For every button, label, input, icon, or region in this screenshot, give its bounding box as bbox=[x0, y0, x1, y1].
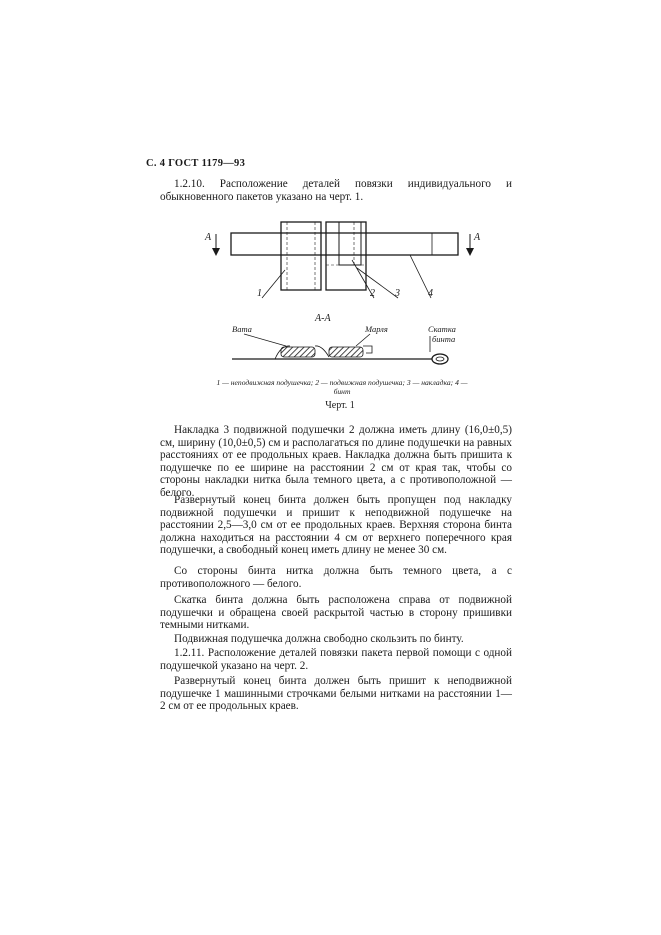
label-skatka: Скатка bbox=[428, 324, 456, 334]
paragraph-konec: Развернутый конец бинта должен быть пропущен под накладку подвижной подушечки и пришит к неподвижной подушечке на расстоянии 2,5—3,0 см от ее продольных краев. Верхняя сторона бинта должна находиться на расстоянии 4 см от верхнего поперечного края подушечки, а свободный конец иметь длину не менее 30 см. bbox=[160, 494, 512, 557]
bandage-strip bbox=[231, 233, 458, 255]
label-binta: бинта bbox=[432, 334, 456, 344]
label-marlya: Марля bbox=[365, 324, 388, 334]
movable-pad bbox=[326, 222, 366, 290]
section-movable-pad bbox=[329, 347, 363, 357]
paragraph-storony: Со стороны бинта нитка должна быть темного цвета, а с противоположного — белого. bbox=[160, 565, 512, 590]
paragraph-prishit: Развернутый конец бинта должен быть пришит к неподвижной подушечке 1 машинными строчками белыми нитками на расстоянии 1—2 см от ее продольных краев. bbox=[160, 675, 512, 713]
page-header: С. 4 ГОСТ 1179—93 bbox=[146, 158, 246, 169]
section-mark-left-label: А bbox=[205, 232, 212, 243]
overlay bbox=[339, 222, 361, 265]
paragraph-skatka: Скатка бинта должна быть расположена справа от подвижной подушечки и обращена своей раскрытой частью в сторону пришивки темными нитками. bbox=[160, 594, 512, 632]
section-roll bbox=[432, 354, 448, 364]
label-vata: Вата bbox=[232, 324, 252, 334]
section-fixed-pad bbox=[281, 347, 315, 357]
paragraph-1-2-10: 1.2.10. Расположение деталей повязки индивидуального и обыкновенного пакетов указано на черт. 1. bbox=[160, 178, 512, 203]
paragraph-skolzit: Подвижная подушечка должна свободно скользить по бинту. bbox=[174, 633, 464, 645]
figure-number: Черт. 1 bbox=[325, 400, 355, 411]
paragraph-nakladka: Накладка 3 подвижной подушечки 2 должна иметь длину (16,0±0,5) см, ширину (10,0±0,5) см и располагаться по длине подушечки на равных расстояниях от ее продольных краев. Накладка должна быть пришита к подушечке по ее ширине на расстоянии 2 см от края так, чтобы со стороны накладки нитка была темного цвета, а с противоположной — белого. bbox=[160, 424, 512, 499]
figure-caption: 1 — неподвижная подушечка; 2 — подвижная подушечка; 3 — накладка; 4 — бинт bbox=[216, 378, 468, 396]
section-mark-left bbox=[212, 234, 220, 256]
section-title: А-А bbox=[315, 313, 331, 324]
label-1: 1 bbox=[257, 288, 262, 299]
paragraph-1-2-11: 1.2.11. Расположение деталей повязки пакета первой помощи с одной подушечкой указано на черт. 2. bbox=[160, 647, 512, 672]
label-3: 3 bbox=[395, 288, 400, 299]
section-mark-right-label: А bbox=[474, 232, 481, 243]
section-mark-right bbox=[466, 234, 474, 256]
label-2: 2 bbox=[370, 288, 375, 299]
label-4: 4 bbox=[428, 288, 433, 299]
